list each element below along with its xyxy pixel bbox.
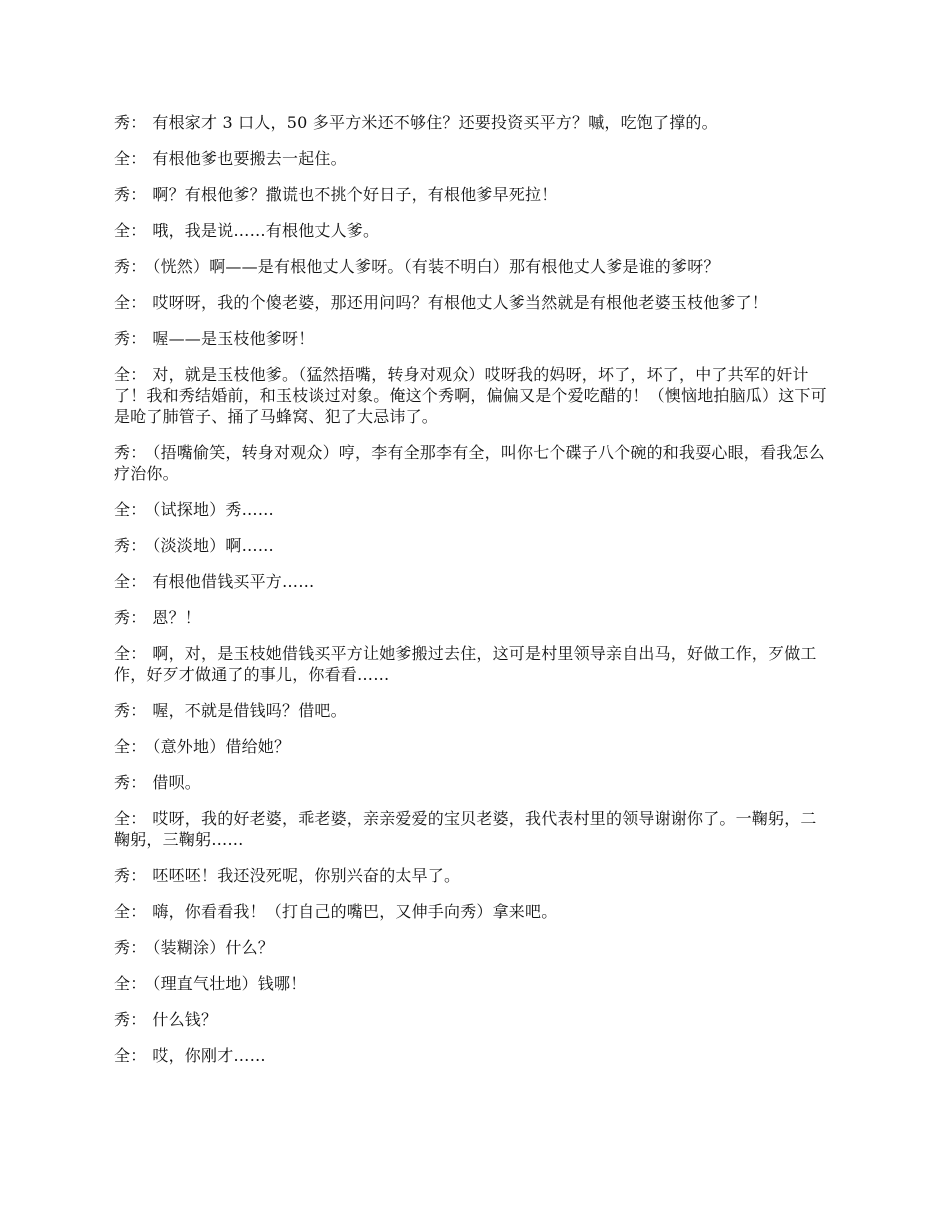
speaker-colon: ：	[130, 365, 147, 384]
dialogue-text: 啊？有根他爹？撒谎也不挑个好日子，有根他爹早死拉！	[152, 185, 558, 204]
speaker-colon: ：	[130, 644, 147, 663]
speaker-colon: ：	[130, 149, 147, 168]
dialogue-text: 喔，不就是借钱吗？借吧。	[152, 701, 347, 720]
speaker-name: 秀	[114, 257, 131, 276]
speaker-name: 秀	[114, 185, 131, 204]
speaker-colon: ：	[130, 737, 147, 756]
speaker-colon: ：	[130, 257, 147, 276]
dialogue-line	[114, 571, 830, 592]
speaker-colon: ：	[130, 773, 147, 792]
dialogue-line	[114, 937, 830, 958]
speaker-name: 秀	[114, 443, 131, 462]
speaker-colon: ：	[130, 938, 147, 957]
dialogue-text: （理直气壮地）钱哪！	[152, 974, 307, 993]
speaker-name: 全	[114, 974, 131, 993]
script-body	[114, 112, 830, 1081]
dialogue-line	[114, 901, 830, 922]
dialogue-text: 哎呀，我的好老婆，乖老婆，亲亲爱爱的宝贝老婆，我代表村里的领导谢谢你了。一鞠躬，二鞠躬，三鞠躬……	[114, 809, 817, 849]
dialogue-line	[114, 736, 830, 757]
dialogue-text: （试探地）秀……	[152, 500, 275, 519]
speaker-colon: ：	[130, 1010, 147, 1029]
dialogue-line	[114, 256, 830, 277]
dialogue-text: 喔——是玉枝他爹呀！	[152, 329, 315, 348]
speaker-name: 秀	[114, 1010, 131, 1029]
dialogue-line	[114, 292, 830, 313]
speaker-colon: ：	[130, 113, 147, 132]
dialogue-text: （淡淡地）啊……	[152, 536, 275, 555]
dialogue-text: 嗨，你看看我！（打自己的嘴巴，又伸手向秀）拿来吧。	[152, 902, 558, 921]
speaker-colon: ：	[130, 185, 147, 204]
speaker-name: 全	[114, 809, 131, 828]
speaker-name: 全	[114, 149, 131, 168]
dialogue-text: （意外地）借给她？	[152, 737, 291, 756]
speaker-colon: ：	[130, 1046, 147, 1065]
dialogue-line	[114, 700, 830, 721]
dialogue-text: 对，就是玉枝他爹。（猛然捂嘴，转身对观众）哎呀我的妈呀，坏了，坏了，中了共军的奸计了！我和秀结婚前，和玉枝谈过对象。俺这个秀啊，偏偏又是个爱吃醋的！（懊恼地拍脑瓜）这下可是呛了肺管子、捅了马蜂窝、犯了大忌讳了。	[114, 365, 827, 426]
dialogue-text: 哦，我是说……有根他丈人爹。	[152, 221, 380, 240]
dialogue-text: 借呗。	[152, 773, 202, 792]
speaker-name: 全	[114, 902, 131, 921]
dialogue-text: 哎，你刚才……	[152, 1046, 266, 1065]
dialogue-line	[114, 973, 830, 994]
speaker-colon: ：	[130, 608, 147, 627]
speaker-name: 秀	[114, 773, 131, 792]
dialogue-line	[114, 112, 830, 133]
speaker-colon: ：	[130, 902, 147, 921]
dialogue-line	[114, 364, 830, 427]
speaker-name: 全	[114, 644, 131, 663]
dialogue-line	[114, 643, 830, 685]
dialogue-line	[114, 607, 830, 628]
speaker-name: 全	[114, 572, 131, 591]
speaker-name: 全	[114, 293, 131, 312]
speaker-colon: ：	[130, 974, 147, 993]
dialogue-line	[114, 442, 830, 484]
dialogue-line	[114, 772, 830, 793]
dialogue-text: （恍然）啊——是有根他丈人爹呀。（有装不明白）那有根他丈人爹是谁的爹呀？	[152, 257, 720, 276]
dialogue-text: 有根他借钱买平方……	[152, 572, 315, 591]
dialogue-line	[114, 148, 830, 169]
dialogue-text: （装糊涂）什么？	[152, 938, 275, 957]
dialogue-line	[114, 220, 830, 241]
dialogue-text: 有根家才 3 口人，50 多平方米还不够住？还要投资买平方？嘁，吃饱了撑的。	[152, 113, 718, 132]
speaker-colon: ：	[130, 500, 147, 519]
dialogue-line	[114, 184, 830, 205]
dialogue-text: 哎呀呀，我的个傻老婆，那还用问吗？有根他丈人爹当然就是有根他老婆玉枝他爹了！	[152, 293, 769, 312]
dialogue-line	[114, 1045, 830, 1066]
speaker-name: 秀	[114, 113, 131, 132]
dialogue-text: （捂嘴偷笑，转身对观众）哼，李有全那李有全，叫你七个碟子八个碗的和我耍心眼，看我怎么疗治你。	[114, 443, 825, 483]
speaker-colon: ：	[130, 701, 147, 720]
speaker-colon: ：	[130, 572, 147, 591]
speaker-name: 全	[114, 500, 131, 519]
speaker-name: 全	[114, 221, 131, 240]
speaker-name: 秀	[114, 536, 131, 555]
speaker-name: 全	[114, 365, 131, 384]
speaker-name: 秀	[114, 608, 131, 627]
speaker-name: 秀	[114, 938, 131, 957]
dialogue-text: 啊，对，是玉枝她借钱买平方让她爹搬过去住，这可是村里领导亲自出马，好做工作，歹做工作，好歹才做通了的事儿，你看看……	[114, 644, 817, 684]
dialogue-text: 什么钱？	[152, 1010, 218, 1029]
speaker-colon: ：	[130, 809, 147, 828]
speaker-colon: ：	[130, 443, 147, 462]
speaker-colon: ：	[130, 866, 147, 885]
speaker-colon: ：	[130, 293, 147, 312]
dialogue-text: 呸呸呸！我还没死呢，你别兴奋的太早了。	[152, 866, 461, 885]
dialogue-text: 恩？！	[152, 608, 202, 627]
dialogue-line	[114, 865, 830, 886]
speaker-colon: ：	[130, 536, 147, 555]
speaker-name: 秀	[114, 866, 131, 885]
dialogue-line	[114, 808, 830, 850]
speaker-name: 全	[114, 737, 131, 756]
dialogue-line	[114, 535, 830, 556]
speaker-name: 全	[114, 1046, 131, 1065]
dialogue-text: 有根他爹也要搬去一起住。	[152, 149, 347, 168]
dialogue-line	[114, 328, 830, 349]
dialogue-line	[114, 499, 830, 520]
speaker-colon: ：	[130, 221, 147, 240]
speaker-name: 秀	[114, 701, 131, 720]
speaker-name: 秀	[114, 329, 131, 348]
speaker-colon: ：	[130, 329, 147, 348]
dialogue-line	[114, 1009, 830, 1030]
